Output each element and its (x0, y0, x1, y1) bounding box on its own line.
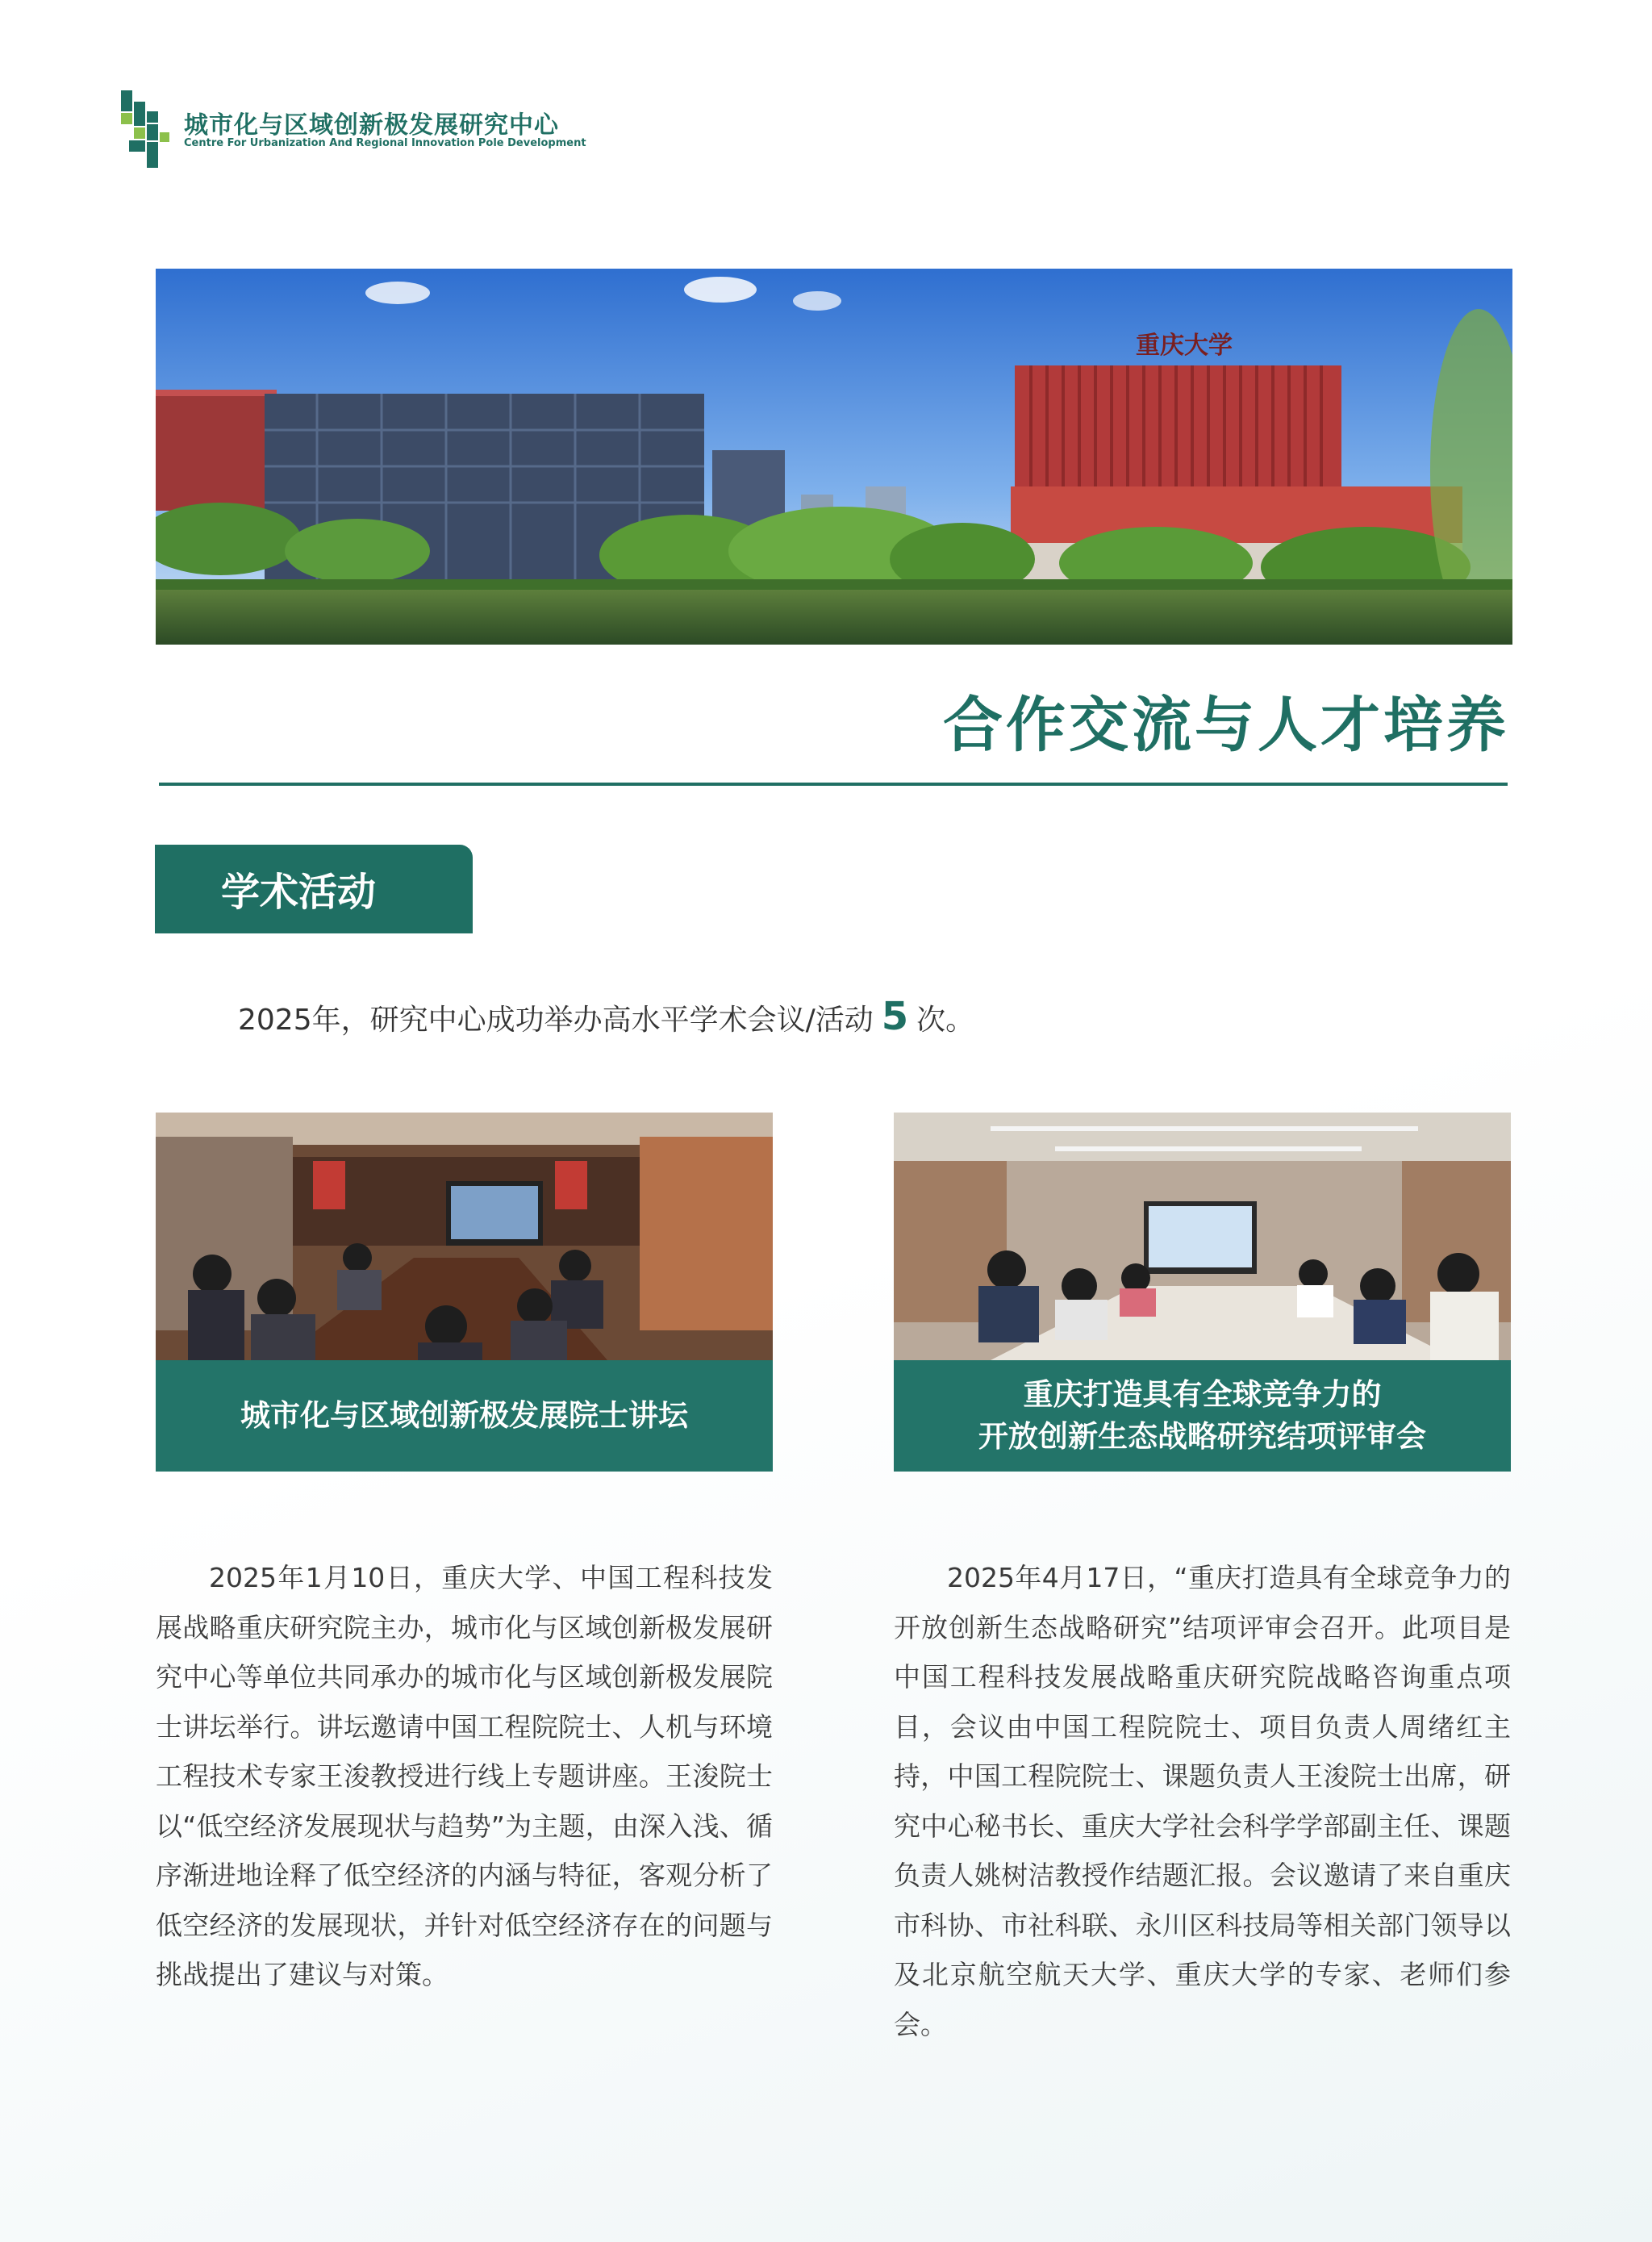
activity-count: 5 (881, 994, 909, 1039)
org-name-english: Centre For Urbanization And Regional Innovation Pole Development (184, 137, 586, 149)
section-title: 合作交流与人才培养 (943, 691, 1509, 760)
lecture-caption (156, 1360, 773, 1472)
review-meeting-description: 2025年4月17日，“重庆打造具有全球竞争力的开放创新生态战略研究”结项评审会召开。此项目是中国工程科技发展战略重庆研究院战略咨询重点项目，会议由中国工程院院士、项目负责人周绪红主持，中国工程院院士、课题负责人王浚院士出席，研究中心秘书长、重庆大学社会科学学部副主任、课题负责人姚树洁教授作结题汇报。会议邀请了来自重庆市科协、市社科联、永川区科技局等相关部门领导以及北京航空航天大学、重庆大学的专家、老师们参会。 (894, 1562, 1511, 2040)
lecture-room-illustration (156, 1113, 773, 1360)
campus-illustration (156, 269, 1512, 645)
logo-mark-icon (121, 90, 169, 168)
subsection-title: 学术活动 (221, 870, 377, 915)
review-meeting-caption-line-2: 开放创新生态战略研究结项评审会 (978, 1419, 1426, 1454)
event-card-review-meeting (894, 1113, 1511, 1472)
lecture-photo (156, 1113, 773, 1360)
review-meeting-caption-line-1: 重庆打造具有全球竞争力的 (1023, 1377, 1382, 1412)
campus-banner-image (156, 269, 1512, 645)
intro-prefix: 2025年，研究中心成功举办高水平学术会议/活动 (238, 1004, 874, 1037)
title-divider (159, 783, 1508, 786)
review-meeting-photo (894, 1113, 1511, 1360)
building-sign: 重庆大学 (1136, 332, 1233, 360)
intro-summary (238, 994, 974, 1039)
intro-suffix: 次。 (916, 1004, 975, 1037)
lecture-description: 2025年1月10日，重庆大学、中国工程科技发展战略重庆研究院主办，城市化与区域创新极发展研究中心等单位共同承办的城市化与区域创新极发展院士讲坛举行。讲坛邀请中国工程院院士、人机与环境工程技术专家王浚教授进行线上专题讲座。王浚院士以“低空经济发展现状与趋势”为主题，由深入浅、循序渐进地诠释了低空经济的内涵与特征，客观分析了低空经济的发展现状，并针对低空经济存在的问题与挑战提出了建议与对策。 (156, 1562, 773, 1990)
lecture-caption-line: 城市化与区域创新极发展院士讲坛 (240, 1398, 688, 1433)
org-name: 城市化与区域创新极发展研究中心 (184, 111, 559, 140)
org-logo (121, 90, 586, 171)
meeting-room-illustration (894, 1113, 1511, 1360)
review-meeting-caption (894, 1360, 1511, 1472)
event-card-lecture (156, 1113, 773, 1472)
subsection-tab (155, 845, 473, 933)
